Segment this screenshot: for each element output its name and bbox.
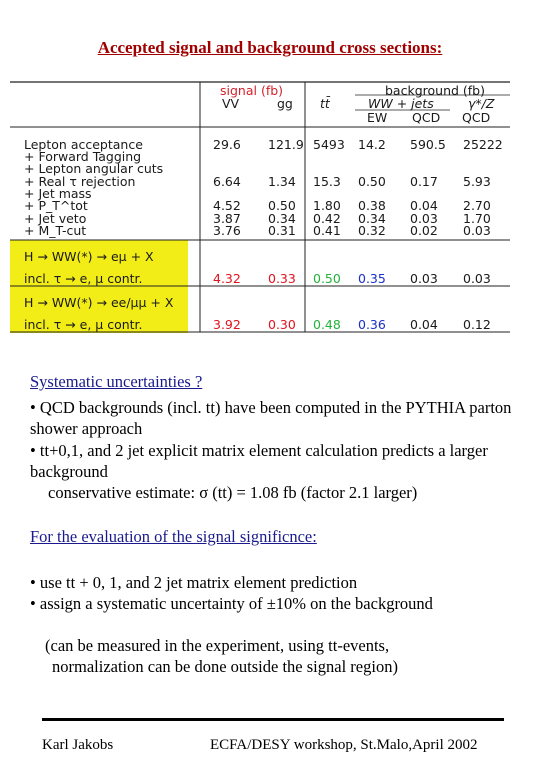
final-row-cell: 3.92 xyxy=(213,317,241,332)
header-gz: γ*/Z xyxy=(468,96,495,111)
systematic-heading: Systematic uncertainties ? xyxy=(30,372,203,391)
final-row-contr: incl. τ → e, μ contr. xyxy=(24,271,143,286)
table-cell: 0.41 xyxy=(313,223,341,238)
final-row-cell: 0.03 xyxy=(463,271,491,286)
bullet-qcd-backgrounds: • QCD backgrounds (incl. tt) have been computed in the PYTHIA parton shower approach xyxy=(30,398,512,438)
table-cell: 0.03 xyxy=(463,223,491,238)
table-cell: 14.2 xyxy=(358,137,386,152)
table-cell: 1.80 xyxy=(313,198,341,213)
final-row-cell: 0.30 xyxy=(268,317,296,332)
cross-section-table xyxy=(10,80,510,333)
table-cell: 121.9 xyxy=(268,137,304,152)
header-ww-jets: WW + jets xyxy=(368,96,434,111)
note-line-2: normalization can be done outside the signal region) xyxy=(52,657,398,676)
final-row-cell: 0.12 xyxy=(463,317,491,332)
header-signal-group: signal (fb) xyxy=(220,83,284,98)
cut-label: Lepton acceptance xyxy=(24,137,143,152)
table-cell: 25222 xyxy=(463,137,503,152)
table-cell: 0.17 xyxy=(410,174,438,189)
table-cell: 5493 xyxy=(313,137,345,152)
footer-venue: ECFA/DESY workshop, St.Malo,April 2002 xyxy=(210,737,478,753)
cut-label: + Forward Tagging xyxy=(24,149,142,164)
table-cell: 0.42 xyxy=(313,211,341,226)
table-cell: 0.50 xyxy=(358,174,386,189)
table-cell: 0.32 xyxy=(358,223,386,238)
page-title: Accepted signal and background cross sections: xyxy=(97,38,443,57)
table-cell: 0.04 xyxy=(410,198,438,213)
table-cell: 590.5 xyxy=(410,137,446,152)
final-row-cell: 0.03 xyxy=(410,271,438,286)
note-line-1: (can be measured in the experiment, using tt-events, xyxy=(45,636,390,655)
table-cell: 0.03 xyxy=(410,211,438,226)
bullet-tt-text: • tt+0,1, and 2 jet explicit matrix element calculation predicts a larger background xyxy=(30,441,488,481)
table-cell: 6.64 xyxy=(213,174,241,189)
table-cell: 3.87 xyxy=(213,211,241,226)
cut-label: + M_T-cut xyxy=(24,223,87,238)
bullet-use-tt: • use tt + 0, 1, and 2 jet matrix element prediction xyxy=(30,573,358,592)
final-row-contr: incl. τ → e, μ contr. xyxy=(24,317,143,332)
bullet-tt-jet-calculation xyxy=(30,440,540,503)
header-ew: EW xyxy=(367,110,388,125)
header-qcd: QCD xyxy=(412,110,441,125)
cut-label: + Lepton angular cuts xyxy=(24,161,164,176)
table-cell: 3.76 xyxy=(213,223,241,238)
final-row-cell: 0.36 xyxy=(358,317,386,332)
cut-label: + Jet mass xyxy=(24,186,92,201)
table-cell: 1.70 xyxy=(463,211,491,226)
header-vv: VV xyxy=(222,96,240,111)
final-row-cell: 0.48 xyxy=(313,317,341,332)
header-tt: tt̄ xyxy=(320,96,330,111)
final-row-process: H → WW(*) → eμ + X xyxy=(24,249,154,264)
header-gg: gg xyxy=(277,96,293,111)
table-cell: 2.70 xyxy=(463,198,491,213)
table-cell: 5.93 xyxy=(463,174,491,189)
bullet-assign-uncertainty: • assign a systematic uncertainty of ±10% on the background xyxy=(30,594,433,613)
header-background-group: background (fb) xyxy=(385,83,485,98)
cut-label: + Real τ rejection xyxy=(24,174,136,189)
final-row-process: H → WW(*) → ee/μμ + X xyxy=(24,295,174,310)
final-row-cell: 0.50 xyxy=(313,271,341,286)
table-cell: 0.34 xyxy=(268,211,296,226)
table-cell: 0.02 xyxy=(410,223,438,238)
final-row-cell: 4.32 xyxy=(213,271,241,286)
final-row-cell: 0.35 xyxy=(358,271,386,286)
header-gz-qcd: QCD xyxy=(462,110,491,125)
cut-label: + P_T^tot xyxy=(24,198,88,213)
note-block xyxy=(45,635,398,677)
footer-rule xyxy=(42,718,504,721)
table-cell: 0.50 xyxy=(268,198,296,213)
evaluation-heading: For the evaluation of the signal significnce: xyxy=(30,527,317,546)
footer-author: Karl Jakobs xyxy=(42,737,114,753)
final-row-cell: 0.33 xyxy=(268,271,296,286)
final-row-cell: 0.04 xyxy=(410,317,438,332)
table-cell: 0.31 xyxy=(268,223,296,238)
table-cell: 4.52 xyxy=(213,198,241,213)
table-cell: 0.38 xyxy=(358,198,386,213)
table-cell: 0.34 xyxy=(358,211,386,226)
conservative-estimate: conservative estimate: σ (tt) = 1.08 fb (factor 2.1 larger) xyxy=(48,483,418,502)
table-cell: 1.34 xyxy=(268,174,296,189)
table-cell: 29.6 xyxy=(213,137,241,152)
cut-label: + Jet veto xyxy=(24,211,87,226)
table-cell: 15.3 xyxy=(313,174,341,189)
